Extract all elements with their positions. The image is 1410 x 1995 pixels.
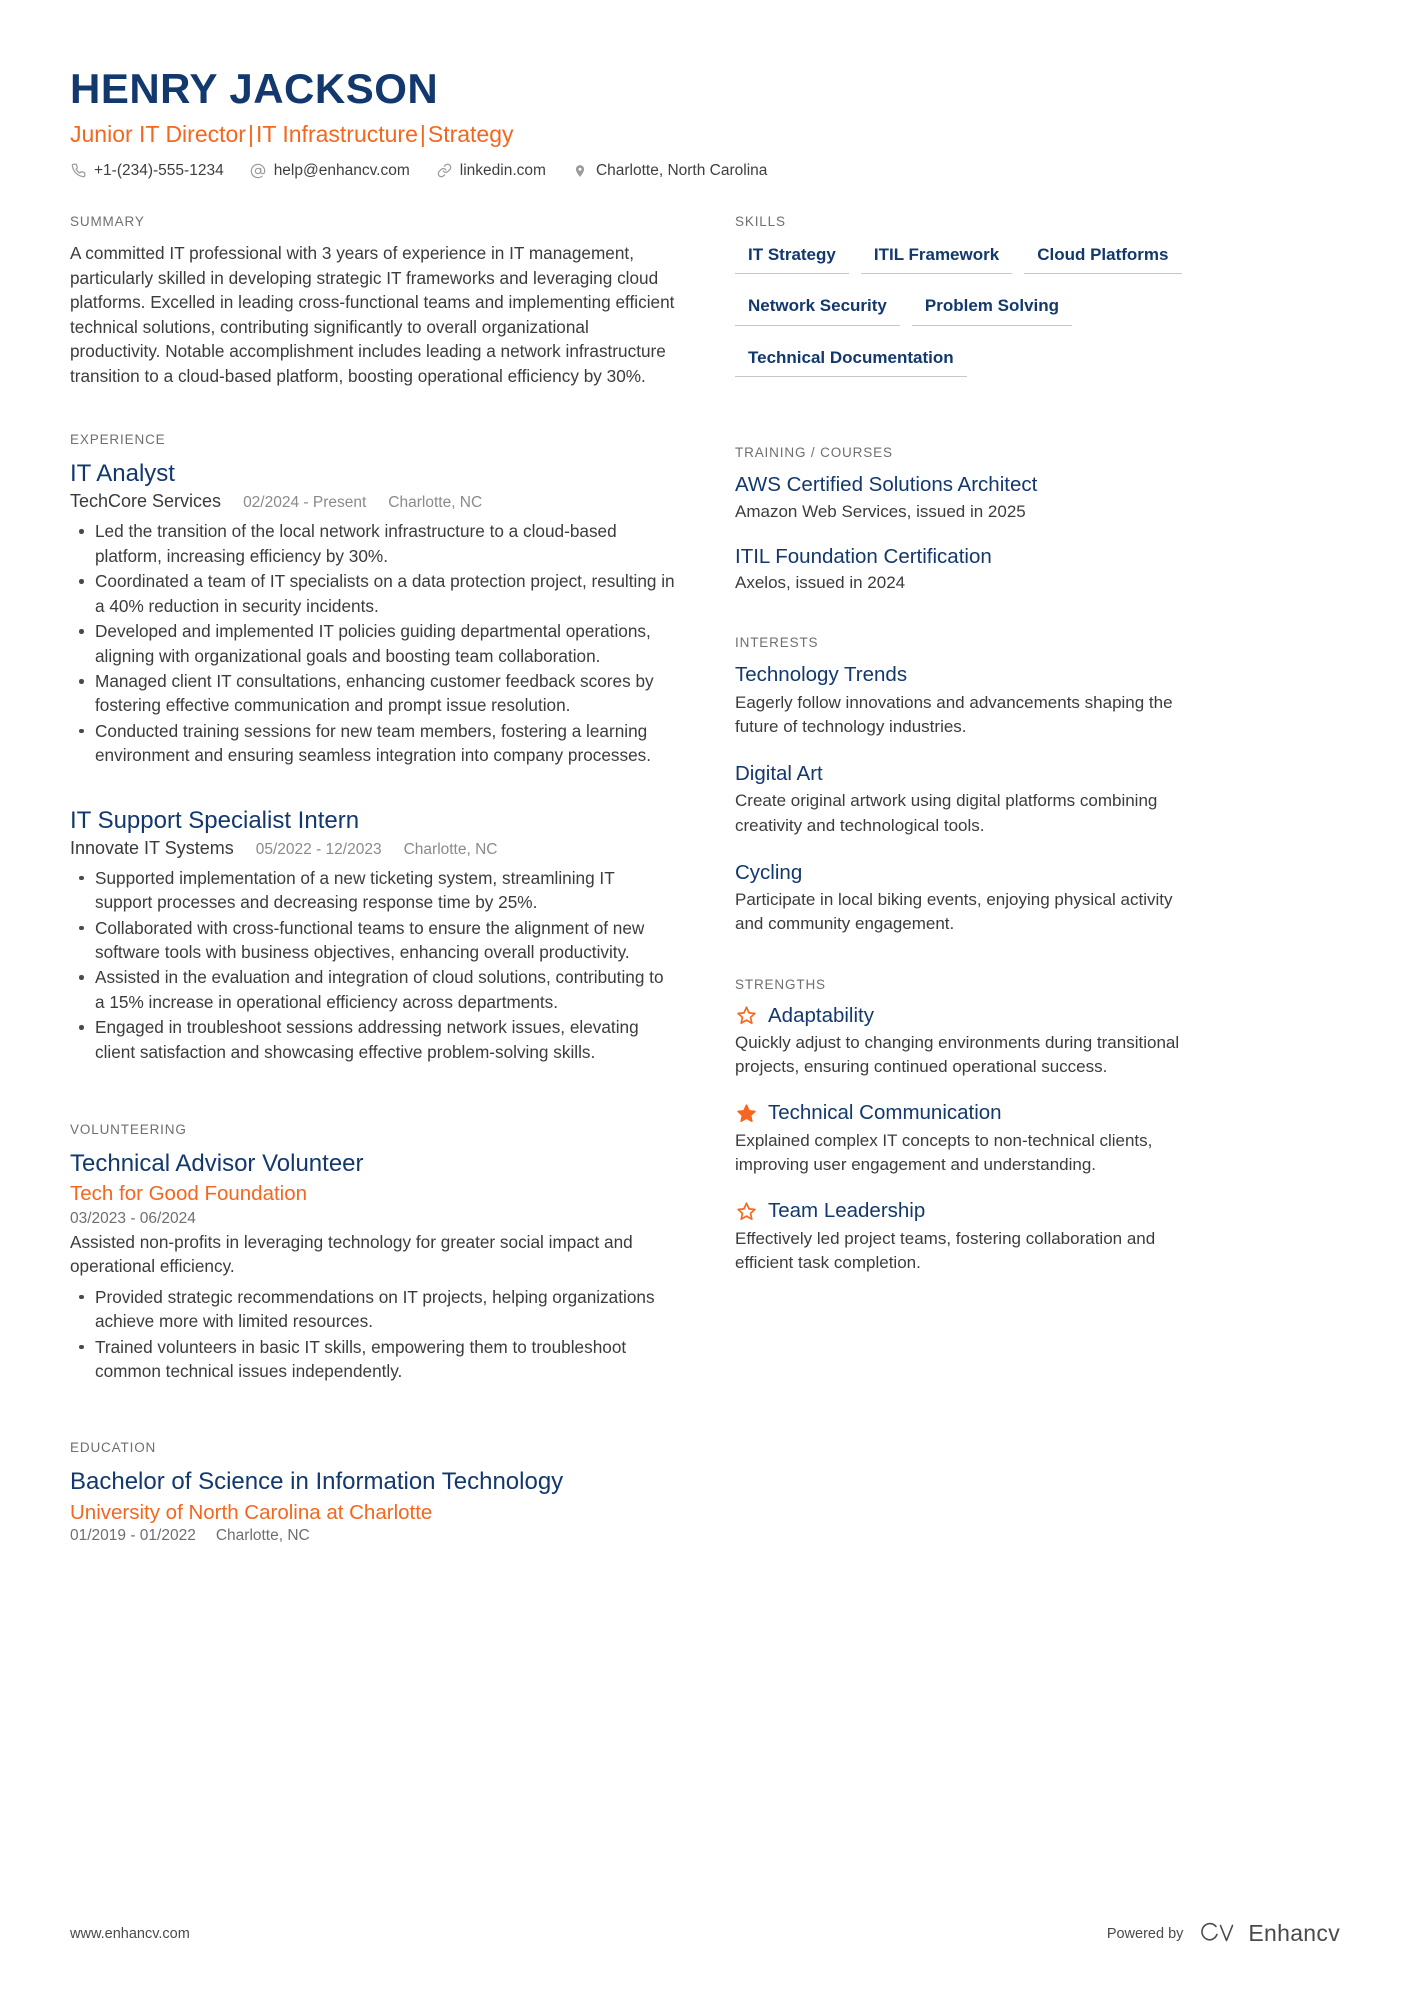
contact-phone-text: +1-(234)-555-1234 — [94, 161, 224, 179]
volunteering-entry-date: 03/2023 - 06/2024 — [70, 1209, 196, 1227]
left-column — [70, 214, 675, 1551]
bullet-item: Led the transition of the local network infrastructure to a cloud-based platform, increasing efficiency by 30%. — [70, 519, 675, 568]
strength-item-head — [735, 1199, 1205, 1224]
right-column — [735, 214, 1205, 1297]
summary-heading: SUMMARY — [70, 213, 145, 229]
interest-item — [735, 662, 1205, 739]
skill-chip: IT Strategy — [735, 241, 849, 274]
interest-item-title: Technology Trends — [735, 662, 908, 686]
education-meta — [70, 1527, 675, 1545]
contact-phone — [70, 162, 224, 180]
bullet-item: Supported implementation of a new ticketing system, streamlining IT support processes and decreasing response time by 25%. — [70, 866, 675, 915]
section-experience — [70, 432, 675, 1064]
bullet-item: Assisted in the evaluation and integration of cloud solutions, contributing to a 15% increase in operational efficiency across departments. — [70, 965, 675, 1014]
section-skills — [735, 214, 1205, 395]
star-outline-icon — [735, 1201, 757, 1223]
volunteering-entry-bullets — [70, 1285, 675, 1384]
contact-email — [250, 162, 410, 180]
skill-chip: Network Security — [735, 292, 900, 325]
link-icon — [436, 162, 453, 179]
candidate-job-title — [70, 120, 1340, 150]
summary-text: A committed IT professional with 3 years of experience in IT management, particularly skilled in developing strategic IT frameworks and leveraging cloud platforms. Excelled in leading cross-functional teams and implementing efficient technical solutions, contributing significantly to overall organizational productivity. Notable accomplishment includes leading a network infrastructure transition to a cloud-based platform, boosting operational efficiency by 30%. — [70, 242, 675, 386]
experience-entry-bullets — [70, 519, 675, 767]
skills-list — [735, 241, 1205, 395]
enhancv-logo-icon — [1199, 1921, 1239, 1947]
section-strengths — [735, 977, 1205, 1276]
strength-item — [735, 1199, 1205, 1275]
strength-item-title: Team Leadership — [768, 1199, 926, 1223]
job-title-part-3: Strategy — [427, 121, 514, 148]
interest-item-description: Create original artwork using digital platforms combining creativity and technological tools. — [735, 791, 1158, 835]
education-location: Charlotte, NC — [215, 1527, 310, 1545]
interests-heading: INTERESTS — [735, 634, 819, 650]
email-icon — [250, 162, 267, 179]
interest-item — [735, 761, 1205, 838]
bullet-item: Collaborated with cross-functional teams to ensure the alignment of new software tools with business objectives, enhancing overall productivity. — [70, 916, 675, 965]
strength-item-title: Technical Communication — [768, 1101, 1002, 1125]
experience-entry-organization: TechCore Services — [70, 491, 222, 512]
contact-link[interactable] — [436, 162, 546, 180]
education-date: 01/2019 - 01/2022 — [70, 1527, 196, 1545]
bullet-item: Developed and implemented IT policies guiding departmental operations, aligning with organizational goals and boosting team collaboration. — [70, 619, 675, 668]
experience-entry-bullets — [70, 866, 675, 1064]
training-heading: TRAINING / COURSES — [735, 445, 893, 461]
section-interests — [735, 635, 1205, 937]
strength-item-description: Effectively led project teams, fostering collaboration and efficient task completion. — [735, 1228, 1156, 1272]
strength-item-title: Adaptability — [768, 1003, 874, 1027]
experience-entry-title: IT Analyst — [70, 460, 175, 488]
footer-brand-name: Enhancv — [1248, 1920, 1340, 1946]
education-heading: EDUCATION — [70, 1439, 157, 1455]
education-school: University of North Carolina at Charlotte — [70, 1500, 433, 1524]
skill-chip: ITIL Framework — [861, 241, 1012, 274]
experience-entry-date: 05/2022 - 12/2023 — [255, 840, 382, 858]
phone-icon — [70, 162, 87, 179]
strength-item-head — [735, 1004, 1205, 1029]
strength-item — [735, 1101, 1205, 1177]
volunteering-heading: VOLUNTEERING — [70, 1122, 187, 1138]
footer-brand — [1107, 1920, 1340, 1947]
experience-heading: EXPERIENCE — [70, 432, 166, 448]
bullet-item: Coordinated a team of IT specialists on a data protection project, resulting in a 40% reduction in security incidents. — [70, 569, 675, 618]
volunteering-entry-description: Assisted non-profits in leveraging technology for greater social impact and operational efficiency. — [70, 1231, 633, 1277]
job-title-part-2: IT Infrastructure — [255, 121, 418, 148]
contact-email-text: help@enhancv.com — [273, 161, 410, 179]
skills-heading: SKILLS — [735, 213, 786, 229]
footer-website-url[interactable]: www.enhancv.com — [70, 1925, 190, 1942]
resume-header — [70, 60, 1340, 180]
experience-entry-meta — [70, 838, 675, 859]
contact-link-text: linkedin.com — [459, 161, 546, 179]
job-title-separator-2: | — [419, 121, 426, 148]
bullet-item: Engaged in troubleshoot sessions addressing network issues, elevating client satisfaction and showcasing effective problem-solving skills. — [70, 1015, 675, 1064]
training-item-title: AWS Certified Solutions Architect — [735, 473, 1038, 497]
skill-chip: Technical Documentation — [735, 344, 967, 377]
star-outline-icon — [735, 1005, 757, 1027]
training-item — [735, 544, 1205, 595]
interest-item-description: Eagerly follow innovations and advancements shaping the future of technology industries. — [735, 692, 1173, 736]
section-education — [70, 1440, 675, 1546]
interest-item-title: Cycling — [735, 860, 803, 884]
contact-location-text: Charlotte, North Carolina — [595, 161, 768, 179]
resume-columns — [70, 214, 1340, 1551]
volunteering-entry-title: Technical Advisor Volunteer — [70, 1150, 364, 1178]
experience-entry-location: Charlotte, NC — [403, 840, 498, 858]
experience-entry-meta — [70, 491, 675, 512]
interest-item — [735, 860, 1205, 937]
bullet-item: Conducted training sessions for new team members, fostering a learning environment and ensuring seamless integration into company processes. — [70, 719, 675, 768]
star-filled-icon — [735, 1103, 757, 1125]
location-pin-icon — [572, 162, 589, 179]
candidate-name: HENRY JACKSON — [70, 65, 439, 112]
volunteering-entry — [70, 1149, 675, 1384]
bullet-item: Managed client IT consultations, enhancing customer feedback scores by fostering effective communication and prompt issue resolution. — [70, 669, 675, 718]
skill-chip: Problem Solving — [912, 292, 1072, 325]
volunteering-entry-organization: Tech for Good Foundation — [70, 1182, 308, 1206]
training-item-title: ITIL Foundation Certification — [735, 544, 992, 568]
skill-chip: Cloud Platforms — [1024, 241, 1181, 274]
strength-item-description: Explained complex IT concepts to non-technical clients, improving user engagement and understanding. — [735, 1131, 1153, 1175]
footer-powered-by-label: Powered by — [1106, 1925, 1184, 1942]
strength-item-description: Quickly adjust to changing environments during transitional projects, ensuring continued operational success. — [735, 1033, 1180, 1077]
resume-footer — [70, 1920, 1340, 1947]
interest-item-title: Digital Art — [735, 761, 823, 785]
section-summary — [70, 214, 675, 389]
training-item — [735, 472, 1205, 523]
section-volunteering — [70, 1122, 675, 1384]
interest-item-description: Participate in local biking events, enjoying physical activity and community engagement. — [735, 890, 1173, 934]
education-entry — [70, 1467, 675, 1546]
experience-entry-organization: Innovate IT Systems — [70, 837, 234, 858]
training-item-subtitle: Amazon Web Services, issued in 2025 — [735, 501, 1026, 521]
strength-item-head — [735, 1101, 1205, 1126]
experience-entry-date: 02/2024 - Present — [243, 494, 367, 512]
contact-row — [70, 162, 1340, 180]
experience-entry-title: IT Support Specialist Intern — [70, 806, 360, 834]
experience-entry — [70, 459, 675, 767]
experience-entry-location: Charlotte, NC — [388, 494, 483, 512]
bullet-item: Trained volunteers in basic IT skills, empowering them to troubleshoot common technical issues independently. — [70, 1335, 675, 1384]
job-title-separator-1: | — [247, 121, 254, 148]
job-title-part-1: Junior IT Director — [70, 121, 246, 148]
experience-entry — [70, 806, 675, 1064]
training-item-subtitle: Axelos, issued in 2024 — [735, 573, 906, 593]
strengths-heading: STRENGTHS — [735, 976, 826, 992]
strength-item — [735, 1004, 1205, 1080]
education-degree: Bachelor of Science in Information Technology — [70, 1467, 564, 1495]
contact-location — [572, 162, 767, 180]
bullet-item: Provided strategic recommendations on IT projects, helping organizations achieve more with limited resources. — [70, 1285, 675, 1334]
section-training — [735, 445, 1205, 595]
